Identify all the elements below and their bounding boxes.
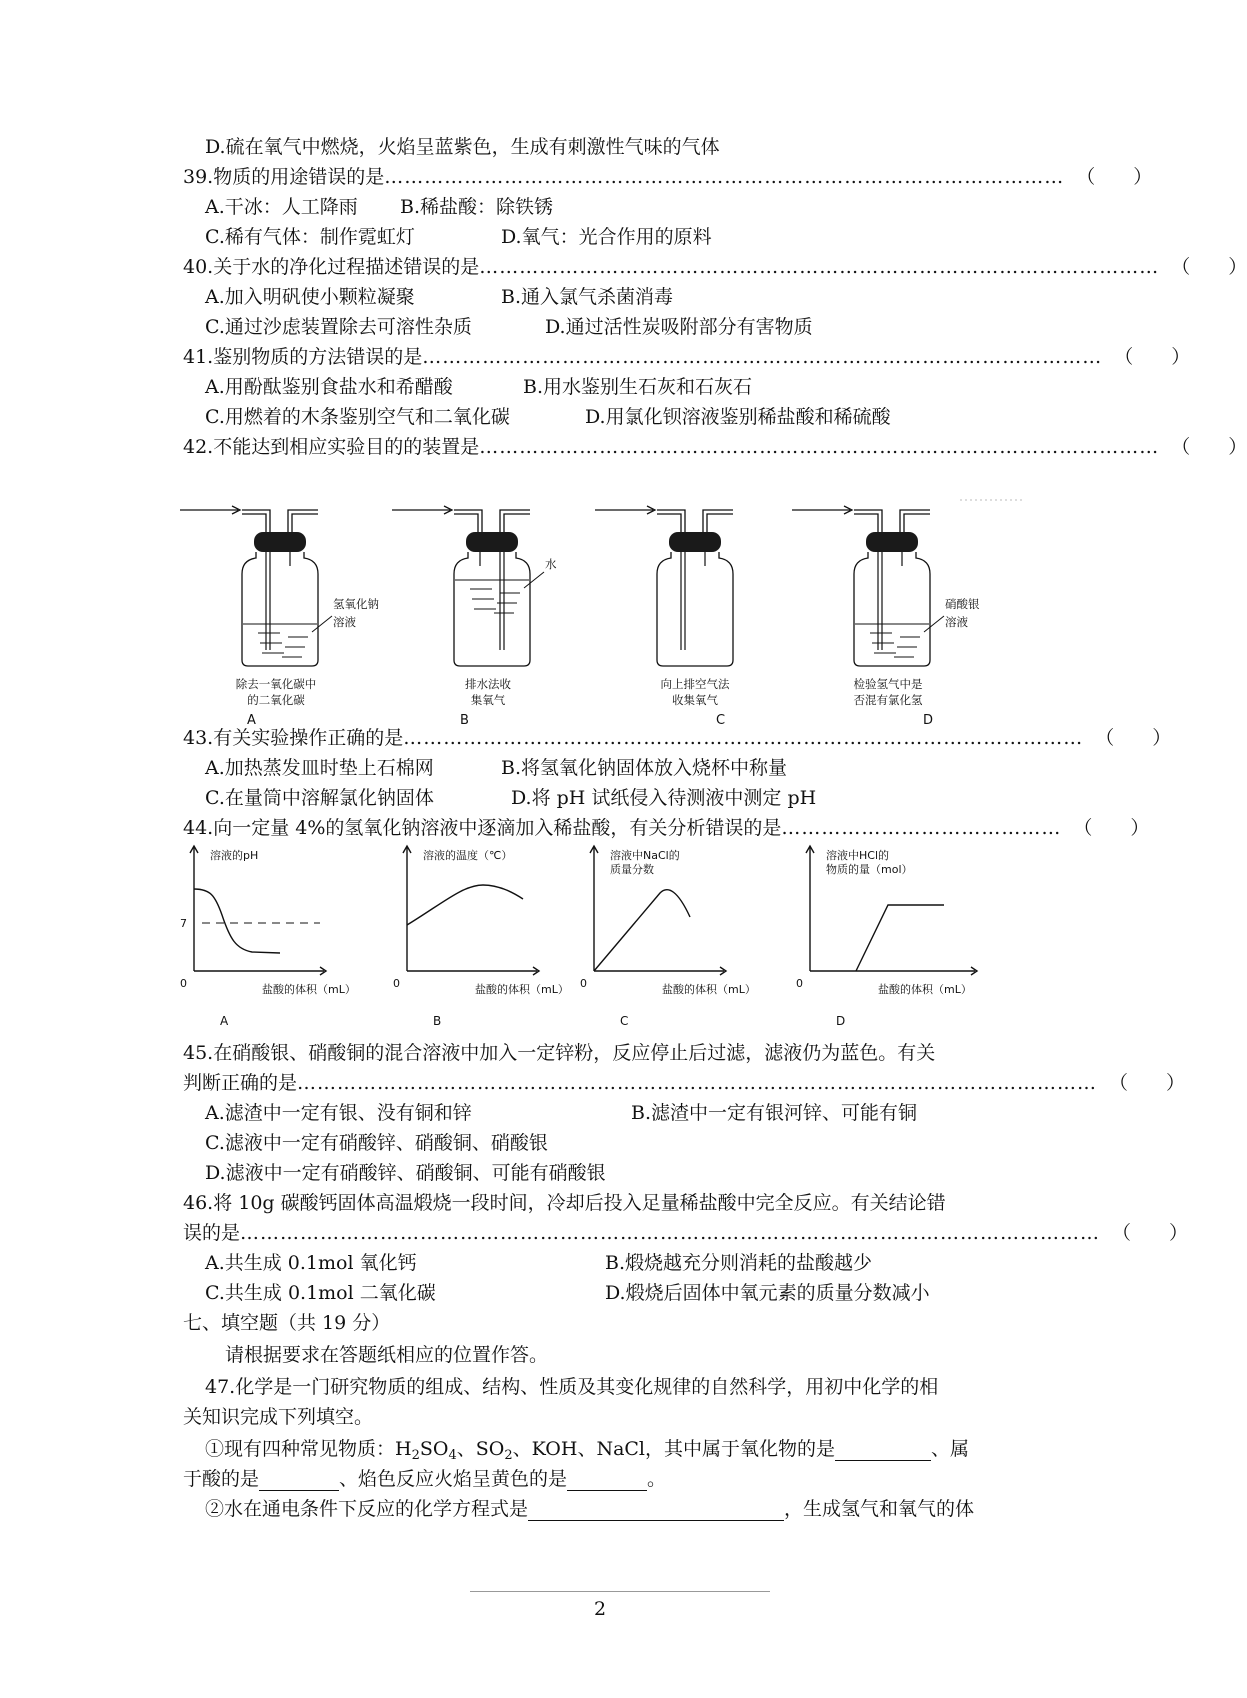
origin-label: 0: [580, 977, 587, 990]
graph-c: [580, 846, 756, 1028]
blank-acid[interactable]: [259, 1468, 339, 1491]
apparatus-b: [392, 506, 557, 707]
q41-options-row2: [205, 402, 1055, 432]
apparatus-a: [180, 506, 379, 707]
page-number: 2: [593, 1598, 607, 1620]
graph-b: [393, 846, 569, 1028]
q40-option-c: C.通过沙虑装置除去可溶性杂质: [205, 316, 472, 338]
graphs-svg: [180, 845, 1040, 1030]
q46-option-c: C.共生成 0.1mol 二氧化碳: [205, 1282, 436, 1304]
apparatus-option-a: A: [247, 713, 256, 728]
apparatus-caption-line2: 否混有氯化氢: [853, 693, 923, 707]
q41-option-b: B.用水鉴别生石灰和石灰石: [523, 376, 753, 398]
apparatus-svg: [180, 488, 1030, 728]
q45-stem-line1: 45.在硝酸银、硝酸铜的混合溶液中加入一定锌粉，反应停止后过滤，滤液仍为蓝色。有关: [183, 1042, 936, 1064]
q40-options-row2: [205, 312, 1055, 342]
y-axis-label-line2: 质量分数: [610, 863, 654, 876]
section-7-heading: 七、填空题（共 19 分）: [183, 1312, 391, 1334]
graph-a: [180, 846, 356, 1028]
liquid-label: 水: [545, 557, 557, 571]
q40-options-row1: [205, 282, 1055, 312]
graph-option-label: C: [620, 1014, 629, 1028]
q40-option-b: B.通入氯气杀菌消毒: [501, 286, 674, 308]
apparatus-option-d: D: [923, 713, 934, 728]
y-axis-label: 溶液中HCl的: [826, 849, 890, 862]
origin-label: 0: [796, 977, 803, 990]
origin-label: 0: [393, 977, 400, 990]
apparatus-d: [792, 506, 980, 707]
section-7-instruction: 请根据要求在答题纸相应的位置作答。: [225, 1344, 549, 1366]
apparatus-c: [595, 506, 733, 707]
graph-option-label: A: [220, 1014, 229, 1028]
rubber-stopper: [669, 532, 721, 552]
q43-stem: 43.有关实验操作正确的是 ………………………………………………………………………………………… （ ）: [183, 727, 1172, 749]
q47-stem-line1: 47.化学是一门研究物质的组成、结构、性质及其变化规律的自然科学，用初中化学的相: [205, 1376, 939, 1398]
q46-option-d: D.煅烧后固体中氧元素的质量分数减小: [605, 1282, 930, 1304]
data-curve: [594, 890, 690, 971]
apparatus-option-c: C: [716, 713, 726, 728]
q39-option-b: B.稀盐酸：除铁锈: [400, 196, 554, 218]
data-curve: [194, 889, 280, 953]
q43-options-row1: [205, 753, 1055, 783]
q46-stem-line1: 46.将 10g 碳酸钙固体高温煅烧一段时间，冷却后投入足量稀盐酸中完全反应。有关结论错: [183, 1192, 946, 1214]
q43-option-a: A.加热蒸发皿时垫上石棉网: [205, 757, 434, 779]
gas-bottle: [657, 552, 733, 666]
q41-option-c: C.用燃着的木条鉴别空气和二氧化碳: [205, 406, 510, 428]
q39-option-c: C.稀有气体：制作霓虹灯: [205, 226, 415, 248]
q44-stem: 44.向一定量 4%的氢氧化钠溶液中逐滴加入稀盐酸，有关分析错误的是 …………………………………… （ ）: [183, 817, 1150, 839]
q40-stem: 40.关于水的净化过程描述错误的是 ………………………………………………………………………………………… （ ）: [183, 256, 1247, 278]
y-axis-label-line2: 物质的量（mol）: [826, 863, 913, 876]
q47-part1-line2: 于酸的是 、焰色反应火焰呈黄色的是 。: [183, 1468, 667, 1490]
data-curve: [856, 905, 944, 971]
q47-part2-line1: ②水在通电条件下反应的化学方程式是 ，生成氢气和氧气的体: [205, 1498, 975, 1520]
x-axis-label: 盐酸的体积（mL）: [262, 983, 356, 996]
q38-option-d: D.硫在氧气中燃烧，火焰呈蓝紫色，生成有刺激性气味的气体: [205, 136, 720, 158]
rubber-stopper: [254, 532, 306, 552]
y-axis-label: 溶液的温度（℃）: [423, 849, 513, 862]
q45-option-d: D.滤液中一定有硝酸锌、硝酸铜、可能有硝酸银: [205, 1162, 606, 1184]
apparatus-caption: 除去一氧化碳中: [235, 677, 317, 691]
rubber-stopper: [466, 532, 518, 552]
apparatus-caption-line2: 收集氧气: [672, 693, 718, 707]
liquid-label-line2: 溶液: [945, 615, 968, 629]
y-axis-label: 溶液中NaCl的: [610, 849, 680, 862]
q43-option-d: D.将 pH 试纸侵入待测液中测定 pH: [511, 787, 817, 809]
liquid-label: 氢氧化钠: [333, 597, 379, 611]
q42-stem: 42.不能达到相应实验目的的装置是 ………………………………………………………………………………………… （ ）: [183, 436, 1247, 458]
q45-option-c: C.滤液中一定有硝酸锌、硝酸铜、硝酸银: [205, 1132, 548, 1154]
q45-stem-line2: 判断正确的是 ………………………………………………………………………………………………………… （ ）: [183, 1072, 1186, 1094]
apparatus-caption-line2: 集氧气: [470, 693, 506, 707]
q40-option-d: D.通过活性炭吸附部分有害物质: [545, 316, 813, 338]
q45-option-a: A.滤渣中一定有银、没有铜和锌: [205, 1102, 472, 1124]
footer-divider: [470, 1591, 770, 1592]
gas-bottle: [242, 552, 318, 666]
blank-yellow-flame[interactable]: [567, 1468, 647, 1491]
y-axis-label: 溶液的pH: [210, 849, 259, 862]
blank-oxide[interactable]: [835, 1438, 931, 1461]
q47-part1-line1: ①现有四种常见物质：$H_2SO_4$、$SO_2$、KOH、NaCl，其中属于氧化物的是 、属: [205, 1438, 970, 1463]
q43-option-c: C.在量筒中溶解氯化钠固体: [205, 787, 434, 809]
q45-options-row1: [205, 1098, 1055, 1128]
y-tick-label: 7: [180, 917, 187, 930]
q45-option-b: B.滤渣中一定有银河锌、可能有铜: [631, 1102, 918, 1124]
data-curve: [407, 885, 523, 925]
q46-stem-line2: 误的是 ………………………………………………………………………………………………………………… （ ）: [183, 1222, 1189, 1244]
liquid-label-line2: 溶液: [333, 615, 356, 629]
rubber-stopper: [866, 532, 918, 552]
q46-option-b: B.煅烧越充分则消耗的盐酸越少: [605, 1252, 873, 1274]
gas-bottle: [854, 552, 930, 666]
graphs-figure: [180, 845, 1040, 1030]
q46-options-row1: [205, 1248, 1055, 1278]
q47-stem-line2: 关知识完成下列填空。: [183, 1406, 374, 1428]
q41-option-a: A.用酚酞鉴别食盐水和希醋酸: [205, 376, 453, 398]
q46-option-a: A.共生成 0.1mol 氧化钙: [205, 1252, 417, 1274]
apparatus-caption: 向上排空气法: [660, 677, 730, 691]
graph-d: [796, 846, 977, 1028]
q39-option-d: D.氧气：光合作用的原料: [501, 226, 712, 248]
apparatus-figure: [180, 488, 1030, 728]
graph-option-label: B: [433, 1014, 442, 1028]
apparatus-caption: 排水法收: [465, 677, 511, 691]
x-axis-label: 盐酸的体积（mL）: [878, 983, 972, 996]
q43-option-b: B.将氢氧化钠固体放入烧杯中称量: [501, 757, 788, 779]
x-axis-label: 盐酸的体积（mL）: [662, 983, 756, 996]
origin-label: 0: [180, 977, 187, 990]
q39-option-a: A.干冰：人工降雨: [205, 196, 358, 218]
q39-options-row1: [205, 192, 1055, 222]
apparatus-option-b: B: [460, 713, 469, 728]
x-axis-label: 盐酸的体积（mL）: [475, 983, 569, 996]
q41-options-row1: [205, 372, 1055, 402]
q46-options-row2: [205, 1278, 1055, 1308]
liquid-label: 硝酸银: [945, 597, 980, 611]
apparatus-caption-line2: 的二氧化碳: [247, 693, 305, 707]
q40-option-a: A.加入明矾使小颗粒凝聚: [205, 286, 415, 308]
q41-option-d: D.用氯化钡溶液鉴别稀盐酸和稀硫酸: [585, 406, 891, 428]
q39-options-row2: [205, 222, 1055, 252]
apparatus-caption: 检验氢气中是: [853, 677, 923, 691]
q43-options-row2: [205, 783, 1055, 813]
blank-electrolysis-equation[interactable]: [528, 1498, 784, 1521]
graph-option-label: D: [836, 1014, 846, 1028]
q39-stem: 39.物质的用途错误的是 ………………………………………………………………………………………… （ ）: [183, 166, 1153, 188]
q41-stem: 41.鉴别物质的方法错误的是 ………………………………………………………………………………………… （ ）: [183, 346, 1191, 368]
